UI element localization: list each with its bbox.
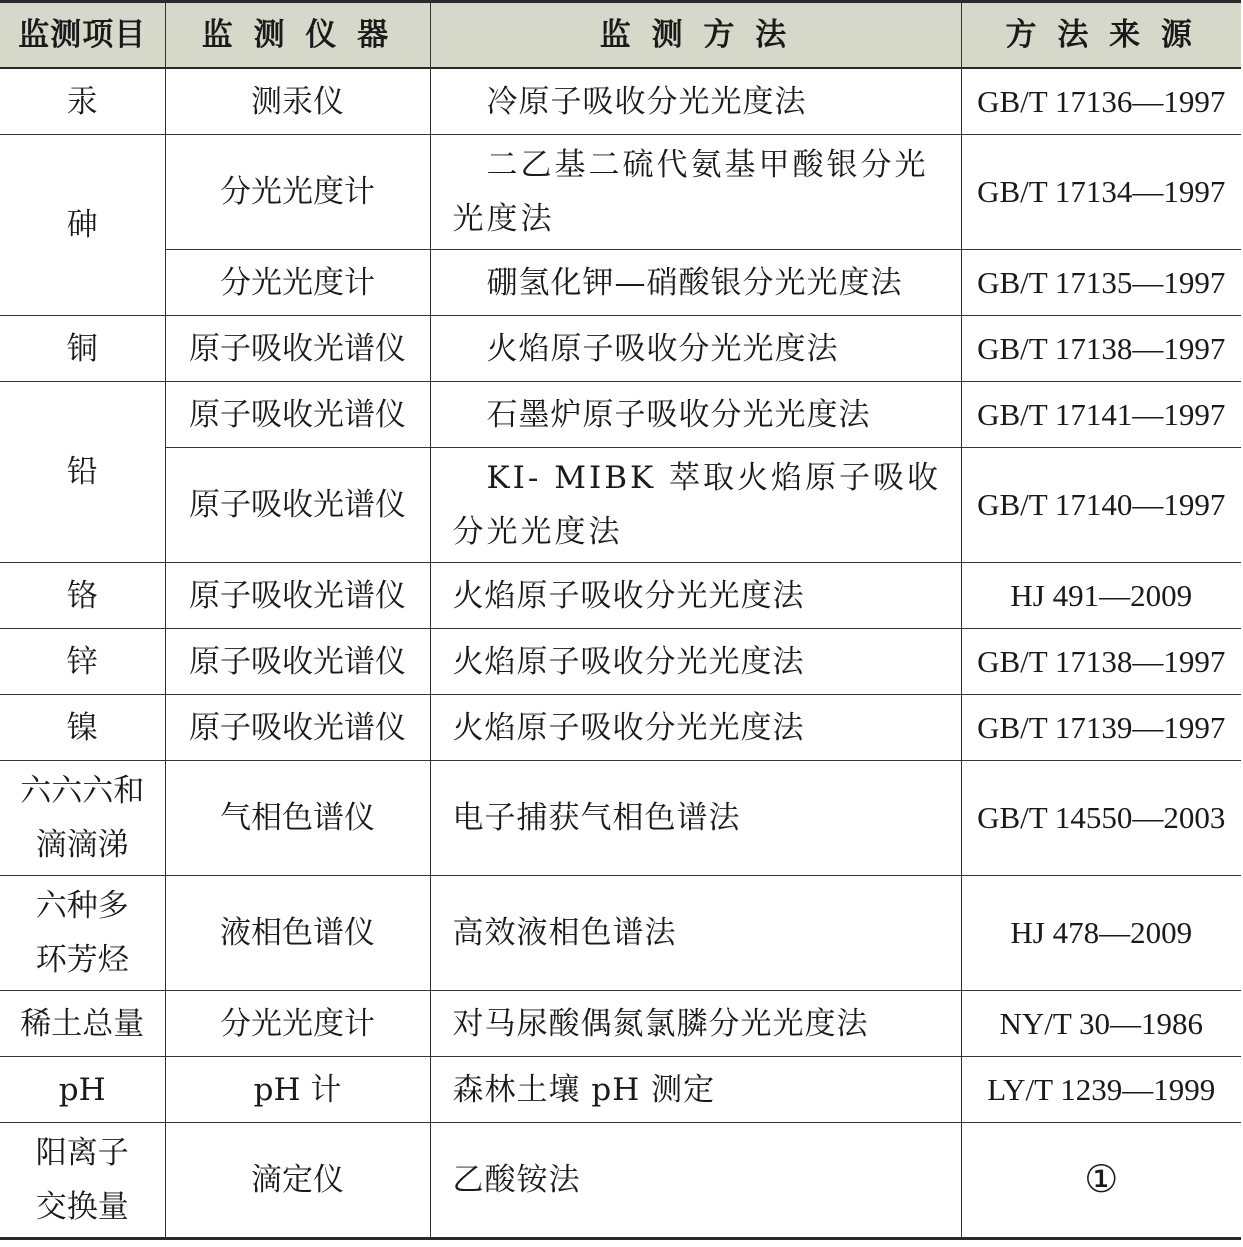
method-cell: 乙酸铵法 (430, 1123, 961, 1239)
table-row (0, 629, 1241, 695)
method-cell: 火焰原子吸收分光光度法 (430, 316, 961, 382)
item-cell: 六种多环芳烃 (0, 876, 165, 991)
source-cell: GB/T 17135—1997 (961, 250, 1241, 316)
instrument-cell: pH 计 (165, 1057, 430, 1123)
method-cell: 二乙基二硫代氨基甲酸银分光光度法 (430, 135, 961, 250)
source-cell: GB/T 17141—1997 (961, 382, 1241, 448)
source-cell: GB/T 14550—2003 (961, 761, 1241, 876)
item-cell: 砷 (0, 135, 165, 316)
method-cell: 高效液相色谱法 (430, 876, 961, 991)
source-cell: GB/T 17140—1997 (961, 448, 1241, 563)
instrument-cell: 分光光度计 (165, 250, 430, 316)
table-row (0, 68, 1241, 135)
method-cell: 对马尿酸偶氮氯膦分光光度法 (430, 991, 961, 1057)
source-cell: GB/T 17139—1997 (961, 695, 1241, 761)
source-cell: GB/T 17136—1997 (961, 68, 1241, 135)
instrument-cell: 测汞仪 (165, 68, 430, 135)
method-cell: 火焰原子吸收分光光度法 (430, 563, 961, 629)
table-row (0, 1123, 1241, 1239)
method-cell: KI- MIBK 萃取火焰原子吸收分光光度法 (430, 448, 961, 563)
instrument-cell: 原子吸收光谱仪 (165, 382, 430, 448)
table-row (0, 695, 1241, 761)
method-cell: 火焰原子吸收分光光度法 (430, 629, 961, 695)
instrument-cell: 原子吸收光谱仪 (165, 448, 430, 563)
header-source: 方 法 来 源 (961, 2, 1241, 69)
source-cell: NY/T 30—1986 (961, 991, 1241, 1057)
source-note-marker: ① (961, 1123, 1241, 1239)
table-row (0, 250, 1241, 316)
table-row (0, 1057, 1241, 1123)
method-cell: 冷原子吸收分光光度法 (430, 68, 961, 135)
item-cell: 锌 (0, 629, 165, 695)
instrument-cell: 原子吸收光谱仪 (165, 316, 430, 382)
instrument-cell: 分光光度计 (165, 991, 430, 1057)
source-cell: GB/T 17138—1997 (961, 316, 1241, 382)
item-cell: 稀土总量 (0, 991, 165, 1057)
header-item: 监测项目 (0, 2, 165, 69)
method-cell: 森林土壤 pH 测定 (430, 1057, 961, 1123)
method-cell: 火焰原子吸收分光光度法 (430, 695, 961, 761)
source-cell: GB/T 17138—1997 (961, 629, 1241, 695)
instrument-cell: 滴定仪 (165, 1123, 430, 1239)
table-row (0, 316, 1241, 382)
method-cell: 硼氢化钾—硝酸银分光光度法 (430, 250, 961, 316)
item-cell: 六六六和滴滴涕 (0, 761, 165, 876)
item-cell: 铜 (0, 316, 165, 382)
header-method: 监 测 方 法 (430, 2, 961, 69)
instrument-cell: 原子吸收光谱仪 (165, 563, 430, 629)
method-cell: 石墨炉原子吸收分光光度法 (430, 382, 961, 448)
instrument-cell: 气相色谱仪 (165, 761, 430, 876)
instrument-cell: 原子吸收光谱仪 (165, 695, 430, 761)
item-cell: 阳离子交换量 (0, 1123, 165, 1239)
table-header-row (0, 2, 1241, 69)
instrument-cell: 分光光度计 (165, 135, 430, 250)
item-cell: 铬 (0, 563, 165, 629)
instrument-cell: 原子吸收光谱仪 (165, 629, 430, 695)
source-cell: LY/T 1239—1999 (961, 1057, 1241, 1123)
item-cell: 镍 (0, 695, 165, 761)
table-row (0, 563, 1241, 629)
table-row (0, 448, 1241, 563)
source-cell: GB/T 17134—1997 (961, 135, 1241, 250)
source-cell: HJ 478—2009 (961, 876, 1241, 991)
item-cell: 汞 (0, 68, 165, 135)
method-cell: 电子捕获气相色谱法 (430, 761, 961, 876)
table-row (0, 135, 1241, 250)
item-cell: 铅 (0, 382, 165, 563)
source-cell: HJ 491—2009 (961, 563, 1241, 629)
instrument-cell: 液相色谱仪 (165, 876, 430, 991)
table-row (0, 991, 1241, 1057)
table-row (0, 382, 1241, 448)
item-cell: pH (0, 1057, 165, 1123)
table-row (0, 761, 1241, 876)
table-row (0, 876, 1241, 991)
header-instrument: 监 测 仪 器 (165, 2, 430, 69)
